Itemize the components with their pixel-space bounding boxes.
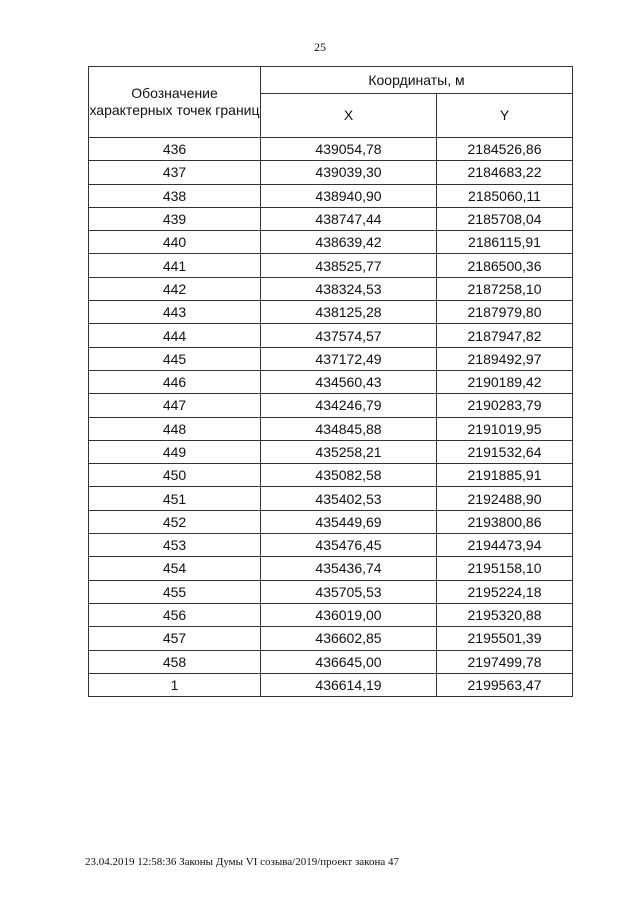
table-row: [89, 534, 573, 557]
y-cell: 2190283,79: [437, 394, 573, 417]
table-row: [89, 324, 573, 347]
table-row: [89, 557, 573, 580]
header-coordinates: Координаты, м: [261, 67, 573, 94]
x-cell: 438639,42: [261, 231, 437, 254]
y-cell: 2197499,78: [437, 650, 573, 673]
point-cell: 441: [89, 254, 261, 277]
y-cell: 2187979,80: [437, 301, 573, 324]
table-row: [89, 161, 573, 184]
table-row: [89, 301, 573, 324]
point-cell: 442: [89, 277, 261, 300]
table-row: [89, 464, 573, 487]
y-cell: 2189492,97: [437, 347, 573, 370]
table-row: [89, 184, 573, 207]
point-cell: 436: [89, 138, 261, 161]
y-cell: 2186500,36: [437, 254, 573, 277]
point-cell: 445: [89, 347, 261, 370]
header-x: X: [261, 94, 437, 138]
point-cell: 446: [89, 370, 261, 393]
header-y: Y: [437, 94, 573, 138]
x-cell: 434560,43: [261, 370, 437, 393]
y-cell: 2191019,95: [437, 417, 573, 440]
coordinates-table: [88, 66, 573, 697]
point-cell: 455: [89, 580, 261, 603]
table-row: [89, 138, 573, 161]
table-body: [89, 138, 573, 697]
x-cell: 436645,00: [261, 650, 437, 673]
x-cell: 434246,79: [261, 394, 437, 417]
table-row: [89, 207, 573, 230]
y-cell: 2195320,88: [437, 603, 573, 626]
y-cell: 2186115,91: [437, 231, 573, 254]
x-cell: 438525,77: [261, 254, 437, 277]
y-cell: 2184526,86: [437, 138, 573, 161]
table-row: [89, 370, 573, 393]
x-cell: 436602,85: [261, 627, 437, 650]
table-row: [89, 627, 573, 650]
x-cell: 435705,53: [261, 580, 437, 603]
table-row: [89, 254, 573, 277]
y-cell: 2190189,42: [437, 370, 573, 393]
table-row: [89, 510, 573, 533]
y-cell: 2185708,04: [437, 207, 573, 230]
x-cell: 435082,58: [261, 464, 437, 487]
table-row: [89, 440, 573, 463]
x-cell: 438125,28: [261, 301, 437, 324]
x-cell: 438324,53: [261, 277, 437, 300]
header-point-designation: Обозначение характерных точек границ: [89, 67, 261, 138]
y-cell: 2191532,64: [437, 440, 573, 463]
point-cell: 458: [89, 650, 261, 673]
y-cell: 2187947,82: [437, 324, 573, 347]
x-cell: 435436,74: [261, 557, 437, 580]
point-cell: 448: [89, 417, 261, 440]
x-cell: 435258,21: [261, 440, 437, 463]
y-cell: 2194473,94: [437, 534, 573, 557]
point-cell: 440: [89, 231, 261, 254]
y-cell: 2195158,10: [437, 557, 573, 580]
x-cell: 435476,45: [261, 534, 437, 557]
y-cell: 2195224,18: [437, 580, 573, 603]
point-cell: 1: [89, 673, 261, 696]
point-cell: 451: [89, 487, 261, 510]
y-cell: 2184683,22: [437, 161, 573, 184]
footer-stamp: 23.04.2019 12:58:36 Законы Думы VI созыва/2019/проект закона 47: [85, 856, 399, 868]
table-row: [89, 650, 573, 673]
x-cell: 439039,30: [261, 161, 437, 184]
x-cell: 435449,69: [261, 510, 437, 533]
point-cell: 449: [89, 440, 261, 463]
point-cell: 456: [89, 603, 261, 626]
point-cell: 437: [89, 161, 261, 184]
y-cell: 2195501,39: [437, 627, 573, 650]
x-cell: 437574,57: [261, 324, 437, 347]
table-row: [89, 394, 573, 417]
point-cell: 457: [89, 627, 261, 650]
y-cell: 2192488,90: [437, 487, 573, 510]
point-cell: 439: [89, 207, 261, 230]
point-cell: 450: [89, 464, 261, 487]
point-cell: 444: [89, 324, 261, 347]
x-cell: 436614,19: [261, 673, 437, 696]
x-cell: 434845,88: [261, 417, 437, 440]
point-cell: 454: [89, 557, 261, 580]
y-cell: 2191885,91: [437, 464, 573, 487]
point-cell: 443: [89, 301, 261, 324]
x-cell: 437172,49: [261, 347, 437, 370]
table-row: [89, 673, 573, 696]
x-cell: 438747,44: [261, 207, 437, 230]
x-cell: 436019,00: [261, 603, 437, 626]
table-row: [89, 347, 573, 370]
y-cell: 2193800,86: [437, 510, 573, 533]
table-row: [89, 417, 573, 440]
point-cell: 453: [89, 534, 261, 557]
y-cell: 2199563,47: [437, 673, 573, 696]
page-number: 25: [314, 40, 326, 54]
table-row: [89, 580, 573, 603]
x-cell: 439054,78: [261, 138, 437, 161]
point-cell: 438: [89, 184, 261, 207]
table-row: [89, 231, 573, 254]
point-cell: 452: [89, 510, 261, 533]
x-cell: 438940,90: [261, 184, 437, 207]
y-cell: 2185060,11: [437, 184, 573, 207]
table-row: [89, 277, 573, 300]
x-cell: 435402,53: [261, 487, 437, 510]
point-cell: 447: [89, 394, 261, 417]
table-row: [89, 487, 573, 510]
y-cell: 2187258,10: [437, 277, 573, 300]
table-row: [89, 603, 573, 626]
